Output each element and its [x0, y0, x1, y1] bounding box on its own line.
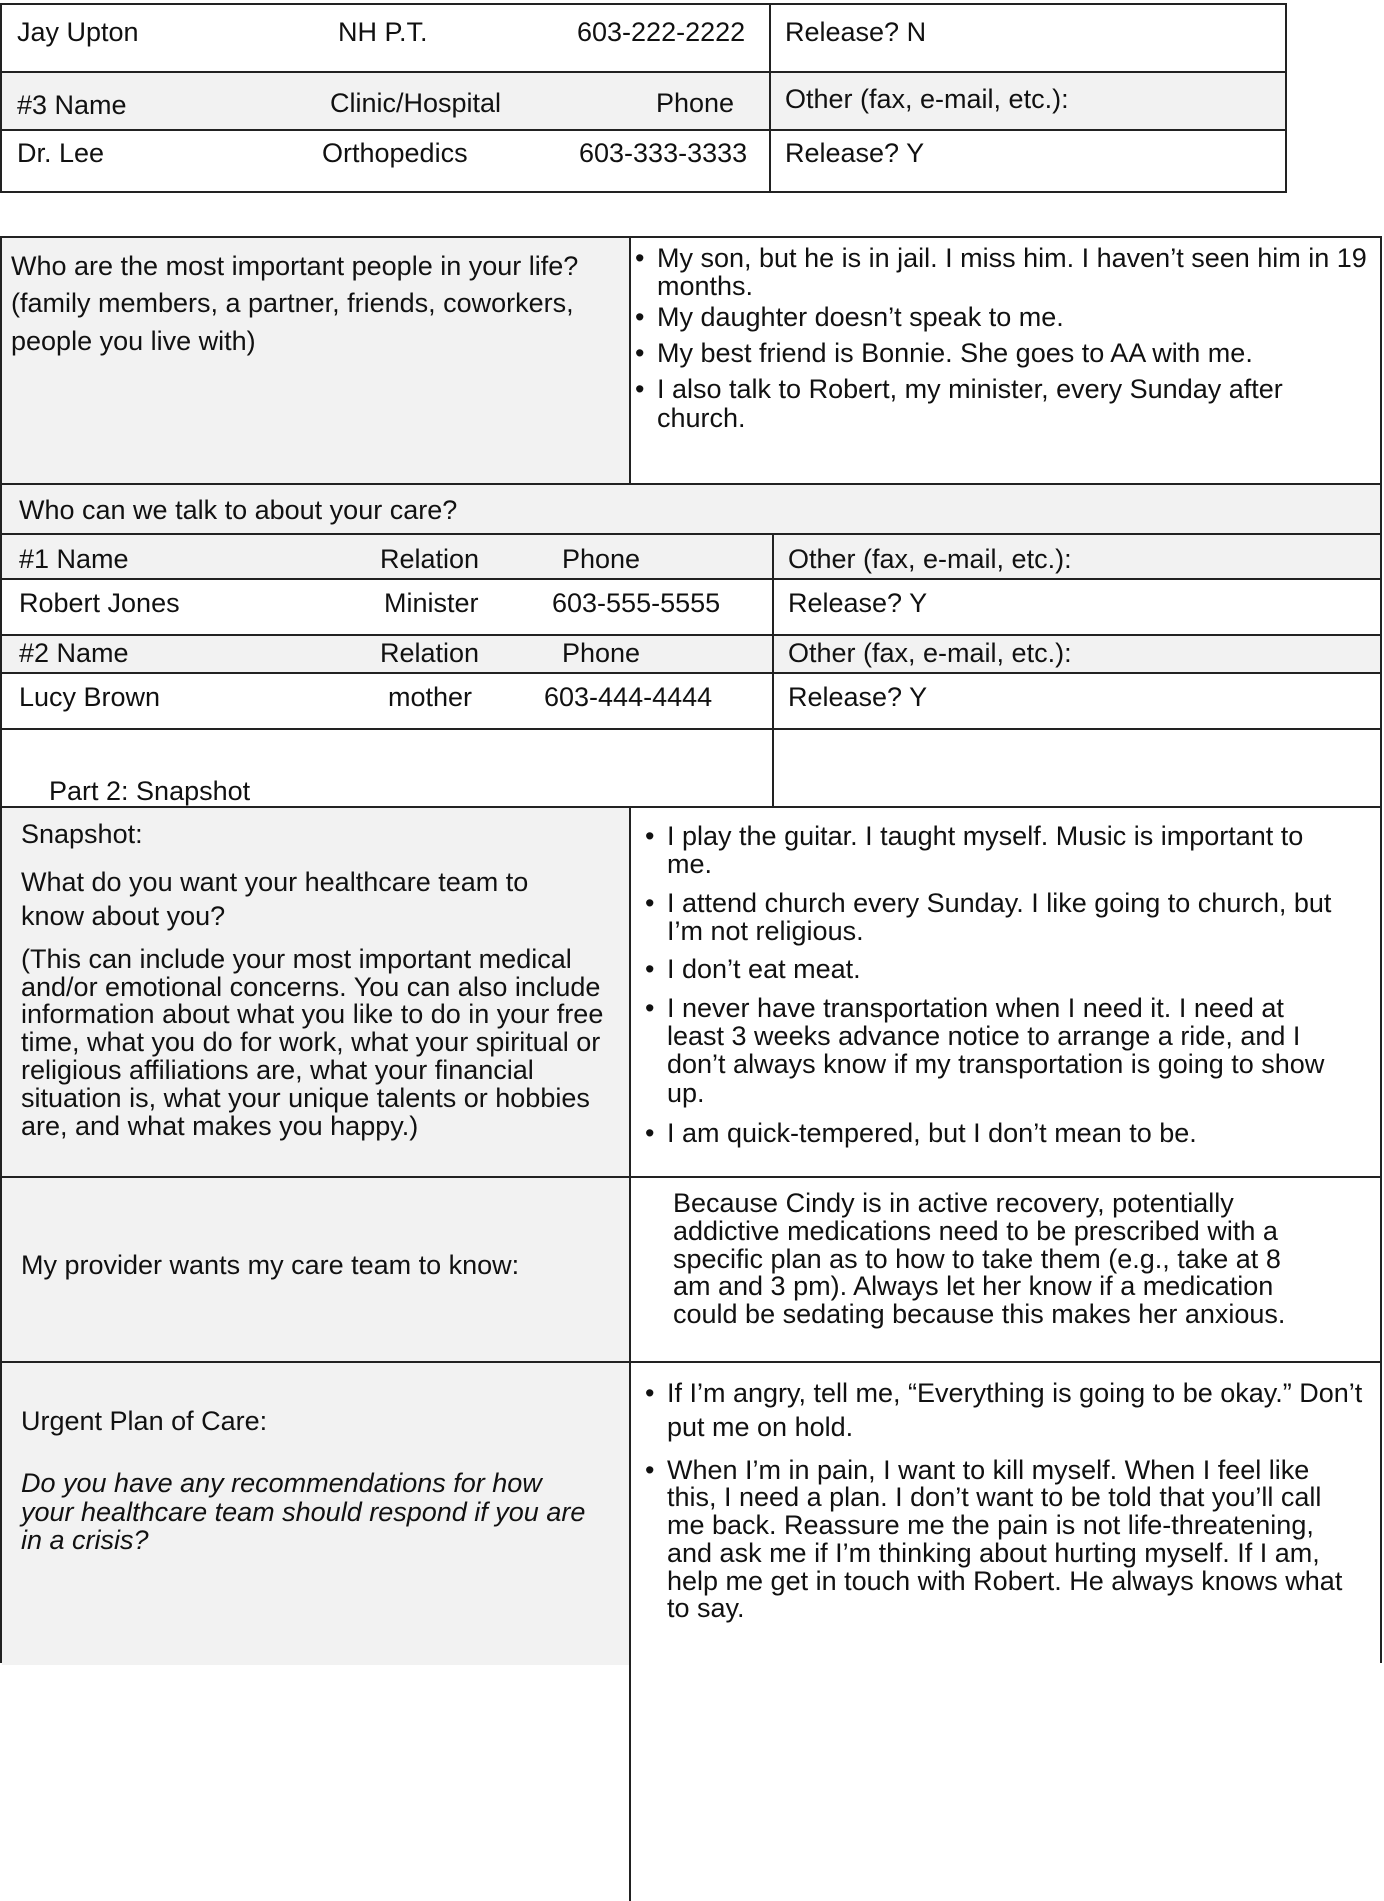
contact-2-relation: mother — [388, 682, 473, 712]
divider — [769, 5, 771, 191]
provider-3-clinic-header: Clinic/Hospital — [330, 88, 502, 118]
contact-1-phone-header: Phone — [562, 544, 641, 574]
snapshot-answers-cell — [631, 808, 1380, 1176]
divider — [2, 129, 1285, 131]
list-item: • I also talk to Robert, my minister, every Sunday after church. — [633, 375, 1378, 432]
provider-3-name-header: #3 Name — [17, 90, 127, 120]
provider-table — [0, 3, 1287, 193]
divider — [2, 578, 1380, 580]
important-people-list — [633, 244, 1378, 432]
urgent-plan-label: Urgent Plan of Care: — [21, 1406, 268, 1436]
provider-3-clinic: Orthopedics — [322, 138, 468, 168]
urgent-plan-answers-cell — [631, 1363, 1380, 1665]
divider — [772, 535, 774, 807]
contacts-title: Who can we talk to about your care? — [19, 495, 458, 525]
list-item: • If I’m angry, tell me, “Everything is going to be okay.” Don’t put me on hold. — [643, 1377, 1363, 1445]
snapshot-hint: (This can include your most important medical and/or emotional concerns. You can also include information about what you like to do in your free time, what you do for work, what your spiritual or religious affiliations are, what your financial situation is, what your unique talents or hobbies are, and what makes you happy.) — [21, 943, 604, 1141]
contact-2-release: Release? Y — [788, 682, 928, 712]
provider-header-row — [2, 71, 1285, 129]
provider-2-clinic: NH P.T. — [338, 17, 428, 47]
provider-2-name: Jay Upton — [17, 17, 139, 47]
contact-1-relation: Minister — [384, 588, 479, 618]
important-people-question-cell — [2, 238, 629, 483]
contact-1-phone: 603-555-5555 — [552, 588, 721, 618]
important-people-answers-cell — [631, 238, 1380, 483]
divider — [2, 71, 1285, 73]
snapshot-label: Snapshot: — [21, 819, 143, 849]
provider-note-label-cell — [2, 1178, 629, 1361]
contact-1-release: Release? Y — [788, 588, 928, 618]
list-item: • I never have transportation when I need it. I need at least 3 weeks advance notice to arrange a ride, and I don’t always know if my transportation is going to show up. — [643, 994, 1343, 1107]
urgent-plan-list — [643, 1377, 1363, 1623]
important-people-question: Who are the most important people in your life? (family members, a partner, friends, coworkers, people you live with) — [11, 251, 579, 356]
provider-3-release: Release? Y — [785, 138, 925, 168]
snapshot-question-cell — [2, 808, 629, 1176]
provider-note-text: Because Cindy is in active recovery, potentially addictive medications need to be prescribed with a specific plan as to how to take them (e.g., take at 8 am and 3 pm). Always let her know if a medication could be sedating because this makes her anxious. — [673, 1188, 1286, 1330]
list-item: • My son, but he is in jail. I miss him. I haven’t seen him in 19 months. — [633, 244, 1378, 301]
provider-note-label: My provider wants my care team to know: — [21, 1250, 520, 1280]
snapshot-question: What do you want your healthcare team to know about you? — [21, 867, 529, 932]
list-item: • I attend church every Sunday. I like going to church, but I’m not religious. — [643, 889, 1343, 946]
list-item: • I am quick-tempered, but I don’t mean to be. — [643, 1119, 1343, 1147]
contact-2-name: Lucy Brown — [19, 682, 161, 712]
part2-title: Part 2: Snapshot — [49, 776, 251, 806]
list-item: • My daughter doesn’t speak to me. — [633, 303, 1378, 331]
contact-2-phone: 603-444-4444 — [544, 682, 713, 712]
contact-2-relation-header: Relation — [380, 638, 480, 668]
divider — [2, 672, 1380, 674]
contact-2-name-header: #2 Name — [19, 638, 129, 668]
snapshot-list — [643, 822, 1343, 1147]
list-item: • When I’m in pain, I want to kill myself. When I feel like this, I need a plan. I don’t want to be told that you’ll call me back. Reassure me the pain is not life-threatening, and ask me if I’m thinking about hurting myself. If I am, help me get in touch with Robert. He always knows what to say. — [643, 1457, 1363, 1624]
contact-1-relation-header: Relation — [380, 544, 480, 574]
contact-2-header-row — [2, 636, 1380, 672]
provider-3-other-header: Other (fax, e-mail, etc.): — [785, 84, 1069, 114]
divider — [2, 728, 1380, 730]
care-form-table — [0, 236, 1382, 1663]
provider-3-phone-header: Phone — [656, 88, 735, 118]
list-item: • I don’t eat meat. — [643, 955, 1343, 983]
contact-1-name: Robert Jones — [19, 588, 180, 618]
contact-1-other-header: Other (fax, e-mail, etc.): — [788, 544, 1072, 574]
provider-2-phone: 603-222-2222 — [577, 17, 746, 47]
list-item: • I play the guitar. I taught myself. Music is important to me. — [643, 822, 1343, 879]
provider-note-text-cell — [631, 1178, 1380, 1361]
contacts-title-cell — [2, 485, 1380, 533]
provider-3-phone: 603-333-3333 — [579, 138, 748, 168]
contact-2-other-header: Other (fax, e-mail, etc.): — [788, 638, 1072, 668]
contact-1-name-header: #1 Name — [19, 544, 129, 574]
contact-2-phone-header: Phone — [562, 638, 641, 668]
contact-1-header-row — [2, 535, 1380, 578]
urgent-plan-question: Do you have any recommendations for how your healthcare team should respond if you are in a crisis? — [21, 1468, 586, 1556]
list-item: • My best friend is Bonnie. She goes to AA with me. — [633, 339, 1378, 367]
provider-2-release: Release? N — [785, 17, 927, 47]
provider-3-name: Dr. Lee — [17, 138, 105, 168]
urgent-plan-question-cell — [2, 1363, 629, 1665]
